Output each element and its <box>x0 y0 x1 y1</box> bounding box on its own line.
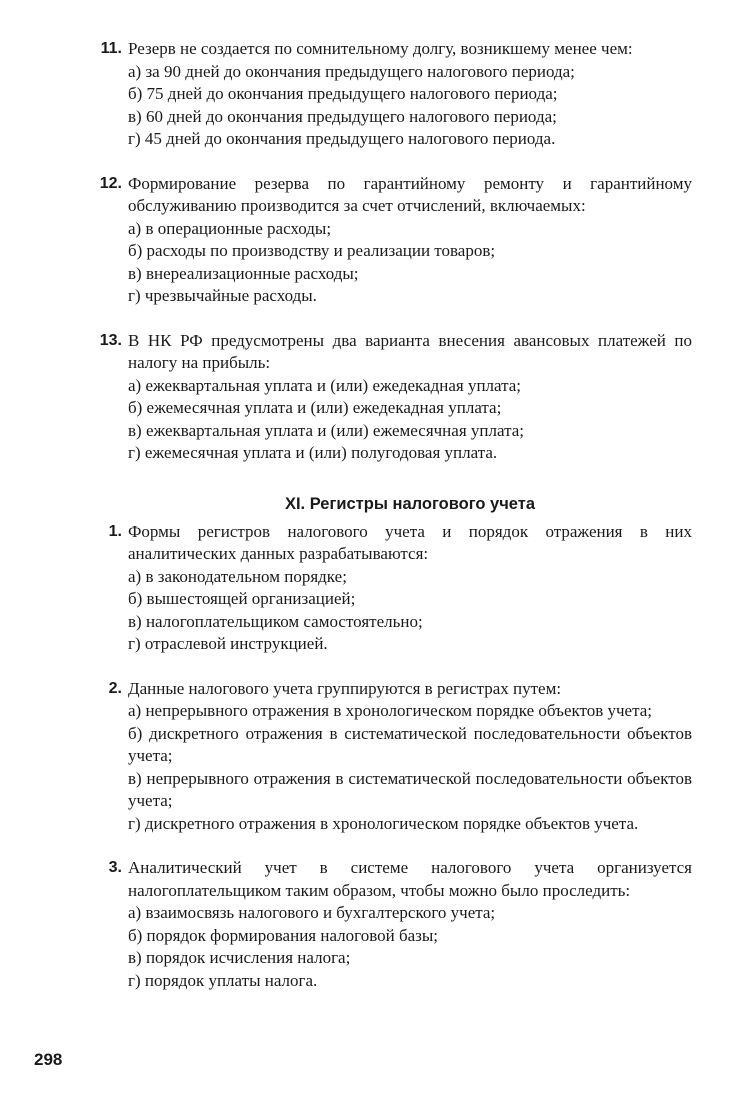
answer-option: а) ежеквартальная уплата и (или) ежедекадная уплата; <box>128 375 522 395</box>
question-11 <box>92 38 692 151</box>
answer-options <box>128 902 692 992</box>
answer-option: в) порядок исчисления налога; <box>128 948 351 967</box>
question-number: 1. <box>108 522 122 540</box>
question-number: 12. <box>99 174 122 192</box>
question-number: 3. <box>108 859 122 876</box>
answer-option: в) ежеквартальная уплата и (или) ежемесячная уплата; <box>128 420 524 440</box>
answer-option: б) вышестоящей организацией; <box>128 589 356 608</box>
question-3 <box>92 857 692 992</box>
question-1 <box>92 521 692 656</box>
page-number: 298 <box>34 1050 63 1069</box>
question-text: Аналитический учет в системе налогового учета организуется налогоплательщиком таким образом, чтобы можно было проследить: <box>128 858 692 900</box>
answer-option: г) отраслевой инструкцией. <box>128 634 328 653</box>
question-text: Формирование резерва по гарантийному ремонту и гарантийному обслуживанию производится за счет отчислений, включаемых: <box>128 173 692 215</box>
answer-option: в) непрерывного отражения в систематической последовательности объектов учета; <box>128 768 692 810</box>
answer-option: а) в операционные расходы; <box>128 218 332 238</box>
answer-option: б) ежемесячная уплата и (или) ежедекадная уплата; <box>128 398 502 417</box>
answer-option: а) в законодательном порядке; <box>128 566 347 586</box>
section-heading: XI. Регистры налогового учета <box>284 494 536 513</box>
answer-option: б) расходы по производству и реализации товаров; <box>128 241 496 260</box>
answer-option: г) 45 дней до окончания предыдущего налогового периода. <box>128 129 556 148</box>
answer-options <box>128 218 692 308</box>
answer-option: б) дискретного отражения в систематической последовательности объектов учета; <box>128 723 692 765</box>
answer-option: а) непрерывного отражения в хронологическом порядке объектов учета; <box>128 701 653 720</box>
answer-option: в) внереализационные расходы; <box>128 263 359 283</box>
answer-option: г) порядок уплаты налога. <box>128 970 318 990</box>
answer-options <box>128 700 692 835</box>
page-content <box>92 38 692 1014</box>
answer-option: г) чрезвычайные расходы. <box>128 286 317 305</box>
question-text: Резерв не создается по сомнительному долгу, возникшему менее чем: <box>128 39 633 58</box>
answer-option: г) ежемесячная уплата и (или) полугодовая уплата. <box>128 443 498 462</box>
question-text: Данные налогового учета группируются в регистрах путем: <box>128 678 562 698</box>
answer-option: а) за 90 дней до окончания предыдущего налогового периода; <box>128 61 575 81</box>
answer-options <box>128 61 692 151</box>
answer-option: б) порядок формирования налоговой базы; <box>128 925 439 945</box>
question-text: Формы регистров налогового учета и порядок отражения в них аналитических данных разрабатываются: <box>128 521 692 563</box>
question-number: 13. <box>99 331 122 349</box>
question-12 <box>92 173 692 308</box>
answer-option: в) налогоплательщиком самостоятельно; <box>128 611 423 631</box>
question-number: 11. <box>100 40 122 57</box>
answer-option: б) 75 дней до окончания предыдущего налогового периода; <box>128 84 558 103</box>
answer-option: г) дискретного отражения в хронологическом порядке объектов учета. <box>128 813 639 833</box>
answer-options <box>128 566 692 656</box>
question-13 <box>92 330 692 465</box>
answer-option: в) 60 дней до окончания предыдущего налогового периода; <box>128 106 557 126</box>
answer-options <box>128 375 692 465</box>
question-2 <box>92 678 692 836</box>
answer-option: а) взаимосвязь налогового и бухгалтерского учета; <box>128 903 496 922</box>
question-text: В НК РФ предусмотрены два варианта внесения авансовых платежей по налогу на прибыль: <box>128 330 692 372</box>
question-number: 2. <box>108 679 122 697</box>
